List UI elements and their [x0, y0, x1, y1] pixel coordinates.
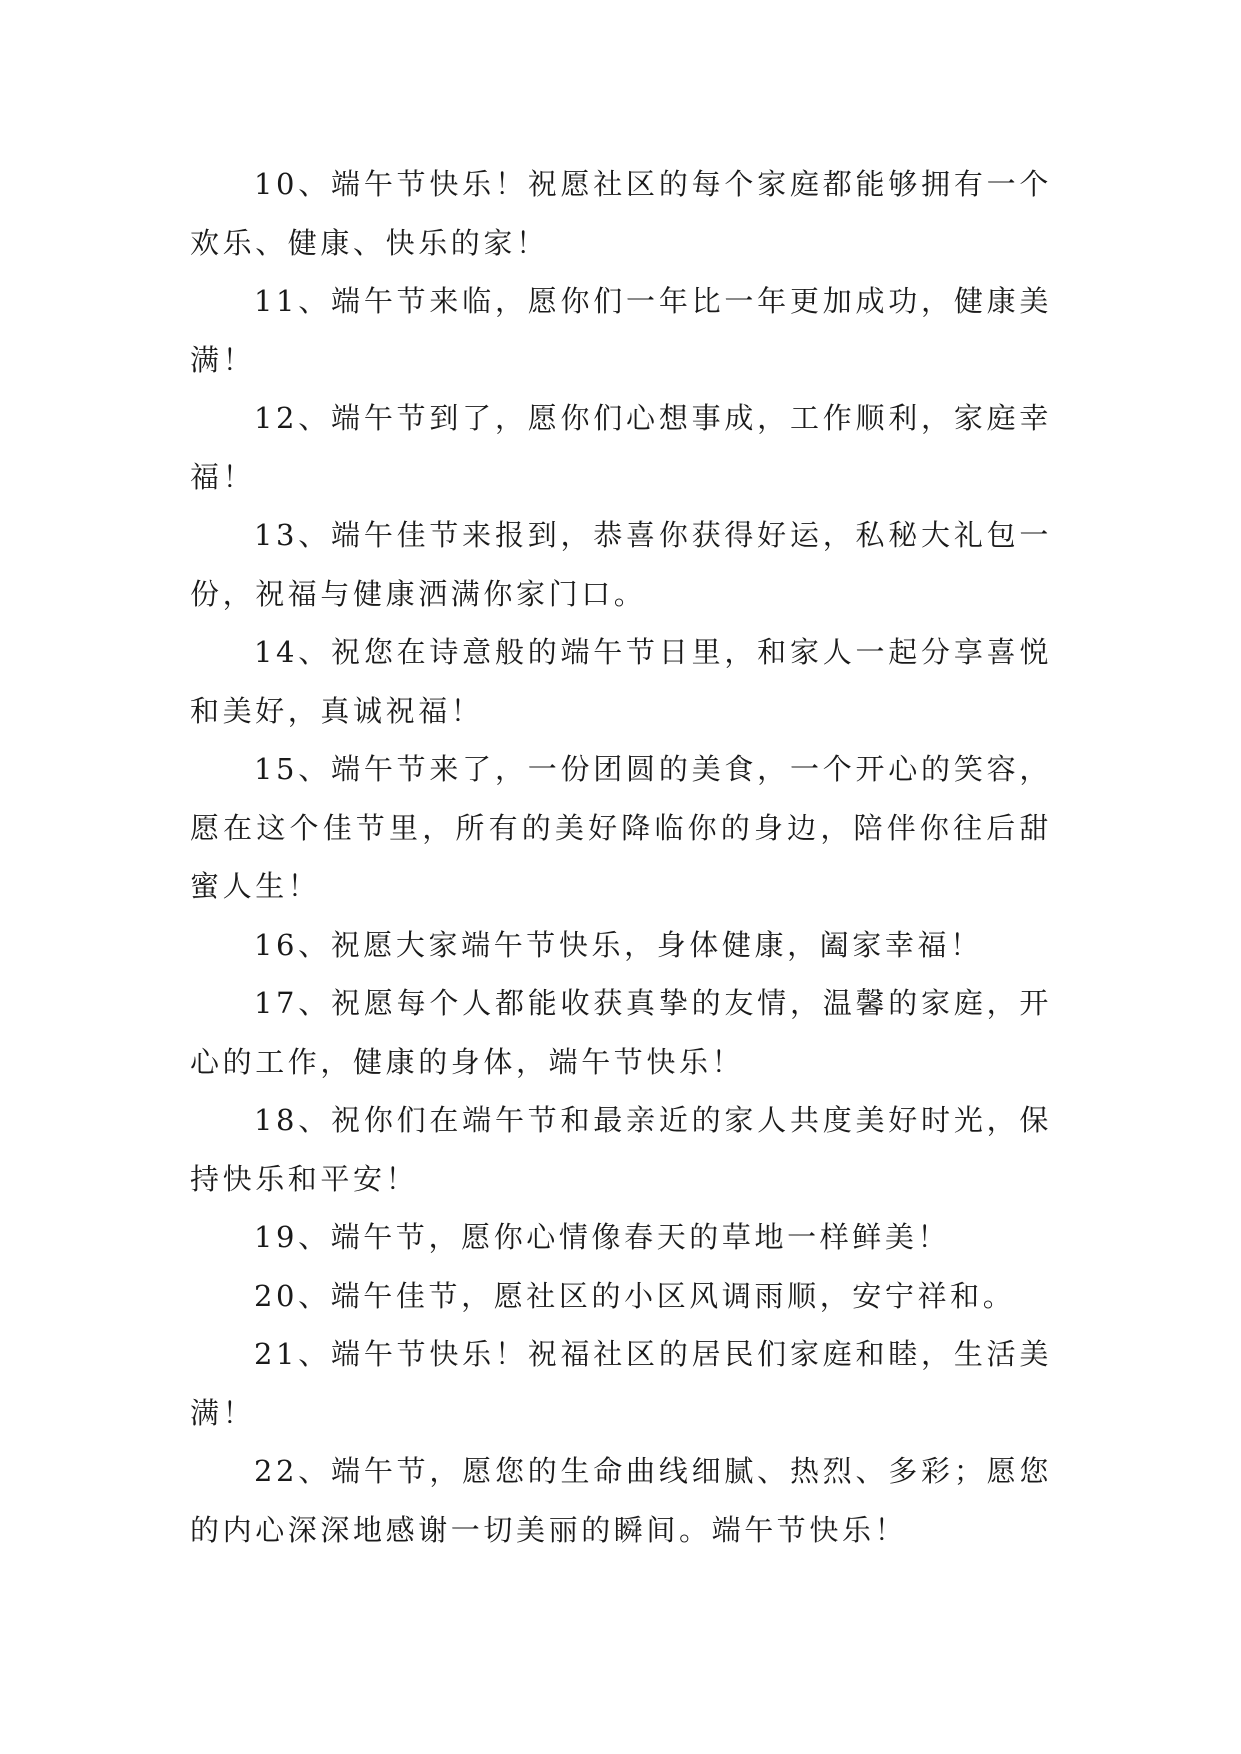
greeting-item-14: 14、祝您在诗意般的端午节日里，和家人一起分享喜悦和美好，真诚祝福！	[190, 635, 1052, 728]
greeting-item-19: 19、端午节，愿你心情像春天的草地一样鲜美！	[254, 1220, 951, 1254]
greeting-item-21: 21、端午节快乐！祝福社区的居民们家庭和睦，生活美满！	[190, 1337, 1052, 1430]
greeting-item-16: 16、祝愿大家端午节快乐，身体健康，阖家幸福！	[254, 927, 983, 962]
greeting-item-18: 18、祝你们在端午节和最亲近的家人共度美好时光，保持快乐和平安！	[190, 1103, 1052, 1196]
greeting-item-10: 10、端午节快乐！祝愿社区的每个家庭都能够拥有一个欢乐、健康、快乐的家！	[190, 167, 1052, 260]
greeting-item-12: 12、端午节到了，愿你们心想事成，工作顺利，家庭幸福！	[190, 401, 1052, 494]
greeting-item-15: 15、端午节来了，一份团圆的美食，一个开心的笑容，愿在这个佳节里，所有的美好降临你的身边，陪伴你往后甜蜜人生！	[190, 752, 1052, 903]
greeting-item-20: 20、端午佳节，愿社区的小区风调雨顺，安宁祥和。	[254, 1278, 1016, 1313]
greeting-item-11: 11、端午节来临，愿你们一年比一年更加成功，健康美满！	[190, 284, 1052, 377]
greeting-item-22: 22、端午节，愿您的生命曲线细腻、热烈、多彩；愿您的内心深深地感谢一切美丽的瞬间。端午节快乐！	[190, 1454, 1052, 1547]
greeting-item-13: 13、端午佳节来报到，恭喜你获得好运，私秘大礼包一份，祝福与健康洒满你家门口。	[190, 518, 1052, 611]
greeting-item-17: 17、祝愿每个人都能收获真挚的友情，温馨的家庭，开心的工作，健康的身体，端午节快乐！	[190, 986, 1052, 1079]
document-body	[190, 155, 1052, 1559]
